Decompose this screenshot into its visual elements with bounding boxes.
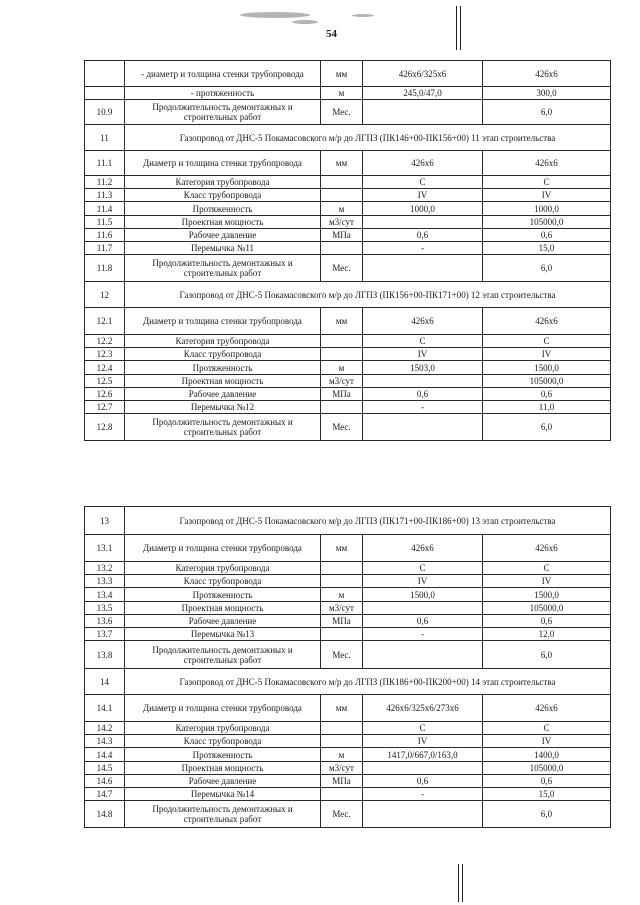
value-actual: 6,0 [483, 100, 611, 125]
table-row [85, 87, 611, 100]
section-number: 12 [85, 282, 125, 308]
binding-line [456, 6, 457, 50]
row-number: 13.6 [85, 615, 125, 628]
value-project [363, 801, 483, 828]
value-project: IV [363, 575, 483, 588]
unit: мм [321, 308, 363, 335]
unit: м [321, 748, 363, 762]
table-row [85, 762, 611, 775]
row-number: 14.7 [85, 788, 125, 801]
parameter-name: Протяженность [125, 361, 321, 375]
parameter-name: Диаметр и толщина стенки трубопровода [125, 151, 321, 176]
parameter-name: Протяженность [125, 202, 321, 216]
value-project: С [363, 335, 483, 348]
table-row [85, 602, 611, 615]
row-number: 13.7 [85, 628, 125, 641]
section-title: Газопровод от ДНС-5 Покамасовского м/р до ЛГПЗ (ПК171+00-ПК186+00) 13 этап строительства [125, 507, 611, 535]
parameter-name: Перемычка №13 [125, 628, 321, 641]
parameter-name: Протяженность [125, 588, 321, 602]
value-actual: 12,0 [483, 628, 611, 641]
row-number: 12.1 [85, 308, 125, 335]
value-project: 426x6/325x6/273x6 [363, 695, 483, 722]
row-number: 13.1 [85, 535, 125, 562]
parameter-name: Продолжительность демонтажных и строительных работ [125, 100, 321, 125]
parameter-name: Диаметр и толщина стенки трубопровода [125, 308, 321, 335]
unit: мм [321, 151, 363, 176]
table-row [85, 775, 611, 788]
value-project [363, 641, 483, 669]
unit [321, 189, 363, 202]
value-actual: 300,0 [483, 87, 611, 100]
value-actual: С [483, 562, 611, 575]
row-number: 10.9 [85, 100, 125, 125]
value-project: С [363, 176, 483, 189]
value-project: 1503,0 [363, 361, 483, 375]
table-row [85, 575, 611, 588]
value-project: IV [363, 348, 483, 361]
value-actual: 0,6 [483, 388, 611, 401]
parameter-name: Проектная мощность [125, 762, 321, 775]
value-project: - [363, 788, 483, 801]
table-row [85, 562, 611, 575]
table-row [85, 788, 611, 801]
row-number: 12.3 [85, 348, 125, 361]
row-number [85, 61, 125, 87]
value-project: 1500,0 [363, 588, 483, 602]
unit: м [321, 588, 363, 602]
binding-line [460, 6, 461, 50]
unit: м [321, 202, 363, 216]
unit [321, 735, 363, 748]
unit [321, 176, 363, 189]
parameter-name: Проектная мощность [125, 216, 321, 229]
unit: Мес. [321, 255, 363, 282]
value-actual: 6,0 [483, 801, 611, 828]
parameter-name: Категория трубопровода [125, 176, 321, 189]
table-row [85, 308, 611, 335]
parameter-name: Категория трубопровода [125, 722, 321, 735]
row-number: 14.6 [85, 775, 125, 788]
table-row [85, 722, 611, 735]
value-actual: 426x6 [483, 308, 611, 335]
value-project: 0,6 [363, 388, 483, 401]
value-actual: 105000,0 [483, 375, 611, 388]
parameter-name: Рабочее давление [125, 775, 321, 788]
row-number: 14.2 [85, 722, 125, 735]
value-actual: С [483, 722, 611, 735]
value-project: 1000,0 [363, 202, 483, 216]
unit: Мес. [321, 641, 363, 669]
parameter-name: Проектная мощность [125, 375, 321, 388]
row-number: 11.2 [85, 176, 125, 189]
parameter-name: - диаметр и толщина стенки трубопровода [125, 61, 321, 87]
row-number: 14.5 [85, 762, 125, 775]
row-number: 13.3 [85, 575, 125, 588]
value-actual: 15,0 [483, 788, 611, 801]
table-row [85, 189, 611, 202]
parameter-name: Проектная мощность [125, 602, 321, 615]
parameter-name: Продолжительность демонтажных и строительных работ [125, 255, 321, 282]
table-row [85, 176, 611, 189]
binding-line [462, 864, 463, 902]
value-actual: 15,0 [483, 242, 611, 255]
section-number: 13 [85, 507, 125, 535]
unit: МПа [321, 775, 363, 788]
unit: МПа [321, 388, 363, 401]
value-actual: 1400,0 [483, 748, 611, 762]
unit: м3/сут [321, 762, 363, 775]
section-title: Газопровод от ДНС-5 Покамасовского м/р до ЛГПЗ (ПК156+00-ПК171+00) 12 этап строительства [125, 282, 611, 308]
unit: мм [321, 535, 363, 562]
row-number: 13.5 [85, 602, 125, 615]
row-number: 14.1 [85, 695, 125, 722]
parameter-name: Категория трубопровода [125, 335, 321, 348]
specs-table-2 [84, 506, 611, 828]
unit [321, 788, 363, 801]
value-actual: 0,6 [483, 775, 611, 788]
value-project: 0,6 [363, 229, 483, 242]
row-number: 11.4 [85, 202, 125, 216]
value-project: 426x6 [363, 535, 483, 562]
value-actual: IV [483, 735, 611, 748]
unit [321, 401, 363, 414]
value-actual: 1500,0 [483, 361, 611, 375]
unit: м [321, 361, 363, 375]
table-row [85, 748, 611, 762]
section-header-row [85, 282, 611, 308]
row-number: 11.3 [85, 189, 125, 202]
value-project [363, 216, 483, 229]
value-project [363, 762, 483, 775]
table-row [85, 216, 611, 229]
specs-table-1 [84, 60, 611, 441]
value-project: 426x6 [363, 308, 483, 335]
unit: МПа [321, 229, 363, 242]
row-number: 12.4 [85, 361, 125, 375]
unit: м3/сут [321, 216, 363, 229]
parameter-name: Перемычка №12 [125, 401, 321, 414]
value-project: - [363, 401, 483, 414]
unit [321, 242, 363, 255]
unit: МПа [321, 615, 363, 628]
table-row [85, 348, 611, 361]
row-number: 12.5 [85, 375, 125, 388]
value-project: 0,6 [363, 775, 483, 788]
section-header-row [85, 507, 611, 535]
row-number: 14.8 [85, 801, 125, 828]
table-row [85, 414, 611, 441]
unit [321, 628, 363, 641]
value-actual: С [483, 335, 611, 348]
value-project: С [363, 722, 483, 735]
page-number: 54 [326, 28, 337, 40]
value-project [363, 100, 483, 125]
row-number: 11.8 [85, 255, 125, 282]
table-row [85, 735, 611, 748]
row-number: 12.7 [85, 401, 125, 414]
table-row [85, 588, 611, 602]
section-title: Газопровод от ДНС-5 Покамасовского м/р до ЛГПЗ (ПК186+00-ПК200+00) 14 этап строительства [125, 669, 611, 695]
unit: мм [321, 695, 363, 722]
parameter-name: Продолжительность демонтажных и строительных работ [125, 801, 321, 828]
value-project: 1417,0/667,0/163,0 [363, 748, 483, 762]
value-actual: 105000,0 [483, 216, 611, 229]
unit: м3/сут [321, 375, 363, 388]
value-project: - [363, 628, 483, 641]
table-row [85, 202, 611, 216]
section-title: Газопровод от ДНС-5 Покамасовского м/р до ЛГПЗ (ПК146+00-ПК156+00) 11 этап строительства [125, 125, 611, 151]
table-row [85, 61, 611, 87]
table-row [85, 695, 611, 722]
unit: м3/сут [321, 602, 363, 615]
value-project [363, 602, 483, 615]
row-number: 14.3 [85, 735, 125, 748]
value-actual: 426x6 [483, 151, 611, 176]
table-row [85, 151, 611, 176]
value-project: 245,0/47,0 [363, 87, 483, 100]
row-number: 12.6 [85, 388, 125, 401]
row-number: 12.2 [85, 335, 125, 348]
value-project: - [363, 242, 483, 255]
row-number: 11.1 [85, 151, 125, 176]
parameter-name: Продолжительность демонтажных и строительных работ [125, 641, 321, 669]
row-number: 14.4 [85, 748, 125, 762]
value-actual: С [483, 176, 611, 189]
value-actual: 6,0 [483, 641, 611, 669]
value-project: С [363, 562, 483, 575]
binding-line [458, 864, 459, 902]
table-row [85, 628, 611, 641]
row-number: 11.5 [85, 216, 125, 229]
unit [321, 575, 363, 588]
parameter-name: Перемычка №11 [125, 242, 321, 255]
value-project: 426x6/325x6 [363, 61, 483, 87]
value-project [363, 255, 483, 282]
row-number: 11.7 [85, 242, 125, 255]
value-actual: 426x6 [483, 535, 611, 562]
table-row [85, 401, 611, 414]
value-actual: IV [483, 348, 611, 361]
row-number [85, 87, 125, 100]
value-actual: 6,0 [483, 255, 611, 282]
parameter-name: Класс трубопровода [125, 735, 321, 748]
table-row [85, 255, 611, 282]
unit [321, 562, 363, 575]
value-actual: 6,0 [483, 414, 611, 441]
table-row [85, 801, 611, 828]
value-actual: 11,0 [483, 401, 611, 414]
value-actual: 105000,0 [483, 602, 611, 615]
table-row [85, 535, 611, 562]
section-header-row [85, 125, 611, 151]
value-actual: 1000,0 [483, 202, 611, 216]
row-number: 11.6 [85, 229, 125, 242]
value-project [363, 375, 483, 388]
table-row [85, 242, 611, 255]
parameter-name: Диаметр и толщина стенки трубопровода [125, 695, 321, 722]
table-row [85, 388, 611, 401]
parameter-name: Рабочее давление [125, 388, 321, 401]
parameter-name: Продолжительность демонтажных и строительных работ [125, 414, 321, 441]
section-number: 14 [85, 669, 125, 695]
table-row [85, 615, 611, 628]
value-project: 426x6 [363, 151, 483, 176]
value-project: 0,6 [363, 615, 483, 628]
value-actual: 426x6 [483, 61, 611, 87]
unit: Мес. [321, 801, 363, 828]
unit [321, 722, 363, 735]
value-actual: IV [483, 575, 611, 588]
value-actual: 0,6 [483, 615, 611, 628]
unit: Мес. [321, 414, 363, 441]
parameter-name: Диаметр и толщина стенки трубопровода [125, 535, 321, 562]
table-row [85, 229, 611, 242]
value-project: IV [363, 735, 483, 748]
parameter-name: Рабочее давление [125, 615, 321, 628]
table-row [85, 361, 611, 375]
row-number: 13.4 [85, 588, 125, 602]
unit: м [321, 87, 363, 100]
table-row [85, 641, 611, 669]
parameter-name: Класс трубопровода [125, 575, 321, 588]
table-row [85, 375, 611, 388]
unit [321, 348, 363, 361]
parameter-name: Категория трубопровода [125, 562, 321, 575]
unit: Мес. [321, 100, 363, 125]
parameter-name: Класс трубопровода [125, 189, 321, 202]
value-actual: 1500,0 [483, 588, 611, 602]
value-actual: 426x6 [483, 695, 611, 722]
value-project: IV [363, 189, 483, 202]
parameter-name: - протяженность [125, 87, 321, 100]
unit [321, 335, 363, 348]
value-actual: IV [483, 189, 611, 202]
row-number: 13.8 [85, 641, 125, 669]
row-number: 13.2 [85, 562, 125, 575]
parameter-name: Протяженность [125, 748, 321, 762]
unit: мм [321, 61, 363, 87]
table-row [85, 335, 611, 348]
parameter-name: Перемычка №14 [125, 788, 321, 801]
value-actual: 105000,0 [483, 762, 611, 775]
value-project [363, 414, 483, 441]
section-header-row [85, 669, 611, 695]
table-row [85, 100, 611, 125]
row-number: 12.8 [85, 414, 125, 441]
parameter-name: Класс трубопровода [125, 348, 321, 361]
parameter-name: Рабочее давление [125, 229, 321, 242]
section-number: 11 [85, 125, 125, 151]
value-actual: 0,6 [483, 229, 611, 242]
